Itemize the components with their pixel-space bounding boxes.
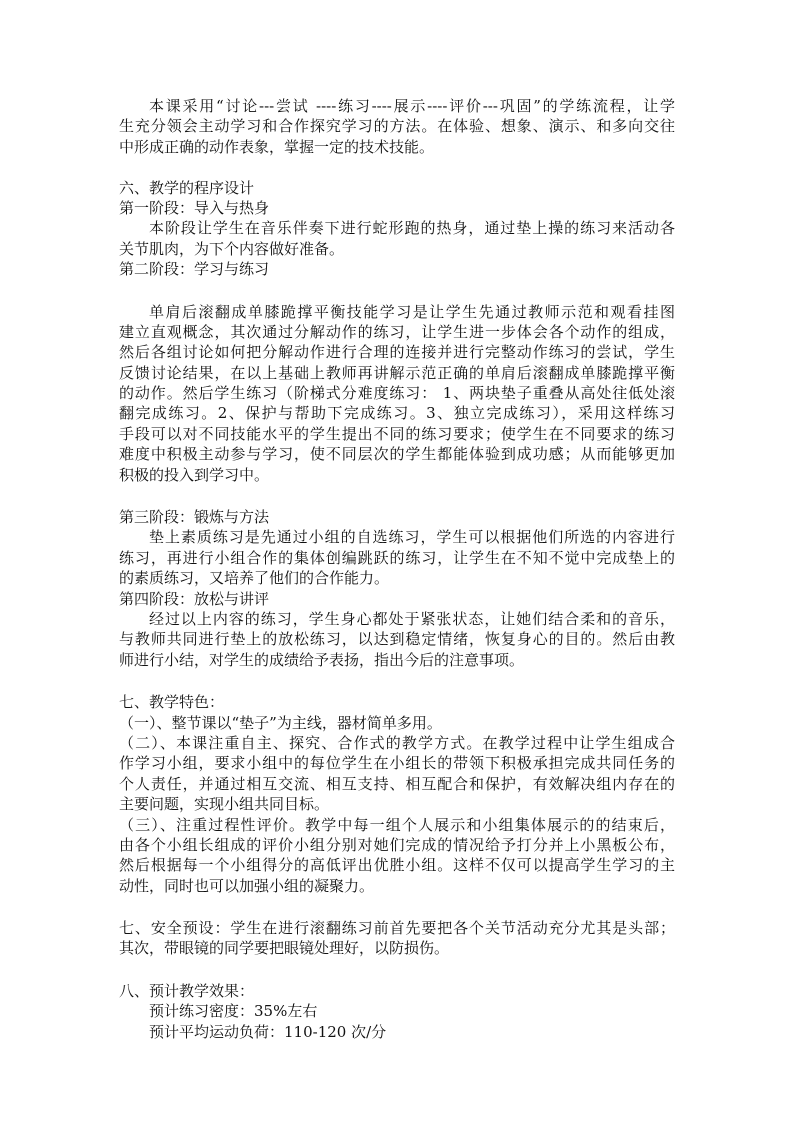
- text-line: 其次，带眼镜的同学要把眼镜处理好，以防损伤。: [119, 939, 450, 958]
- text-line: 本阶段让学生在音乐伴奏下进行蛇形跑的热身，通过垫上操的练习来活动各: [149, 219, 675, 238]
- text-line: 第二阶段：学习与练习: [119, 260, 270, 279]
- text-line: 预计练习密度：35%左右: [149, 1002, 318, 1021]
- document-page: [119, 96, 675, 1042]
- paragraph-gap: [119, 280, 675, 302]
- text-line: 关节肌肉，为下个内容做好准备。: [119, 239, 345, 258]
- text-line: （二）、本课注重自主、探究、合作式的教学方式。在教学过程中让学生组成合: [119, 733, 675, 752]
- text-line: 作学习小组，要求小组中的每位学生在小组长的带领下积极承担完成共同任务的: [119, 754, 675, 773]
- paragraph-gap: [119, 959, 675, 981]
- text-line: 的动作。然后学生练习（阶梯式分难度练习： 1、两块垫子重叠从高处往低处滚: [119, 384, 675, 403]
- text-line: 七、教学特色：: [119, 693, 225, 712]
- text-line: （一）、整节课以“垫子”为主线，器材简单多用。: [119, 713, 442, 732]
- paragraph-gap: [119, 896, 675, 918]
- text-line: 手段可以对不同技能水平的学生提出不同的练习要求；使学生在不同要求的练习: [119, 424, 675, 443]
- text-line: 生充分领会主动学习和合作探究学习的方法。在体验、想象、演示、和多向交往: [119, 117, 675, 136]
- text-line: 动性，同时也可以加强小组的凝聚力。: [119, 876, 375, 895]
- text-line: 与教师共同进行垫上的放松练习，以达到稳定情绪，恢复身心的目的。然后由教: [119, 630, 675, 649]
- text-line: 个人责任，并通过相互交流、相互支持、相互配合和保护，有效解决组内存在的: [119, 774, 675, 793]
- text-line: 经过以上内容的练习，学生身心都处于紧张状态，让她们结合柔和的音乐，: [149, 609, 675, 628]
- text-line: 翻完成练习。2、保护与帮助下完成练习。3、独立完成练习），采用这样练习: [119, 404, 675, 423]
- text-line: 六、教学的程序设计: [119, 178, 255, 197]
- text-line: 建立直观概念，其次通过分解动作的练习，让学生进一步体会各个动作的组成，: [119, 322, 675, 341]
- text-line: 单肩后滚翻成单膝跪撑平衡技能学习是让学生先通过教师示范和观看挂图: [149, 302, 675, 321]
- text-line: 预计平均运动负荷：110-120 次/分: [149, 1022, 387, 1041]
- text-line: 八、预计教学效果：: [119, 981, 255, 1000]
- text-line: 本课采用“讨论---尝试 ----练习----展示----评价---巩固”的学练流程，让学: [149, 97, 675, 115]
- paragraph-gap: [119, 670, 675, 692]
- text-line: 积极的投入到学习中。: [119, 465, 270, 484]
- text-line: 第一阶段：导入与热身: [119, 198, 270, 217]
- text-line: 七、安全预设：学生在进行滚翻练习前首先要把各个关节活动充分尤其是头部；: [119, 919, 675, 938]
- text-line: 然后根据每一个小组得分的高低评出优胜小组。这样不仅可以提高学生学习的主: [119, 856, 675, 875]
- text-line: 中形成正确的动作表象，掌握一定的技术技能。: [119, 137, 435, 156]
- text-line: 垫上素质练习是先通过小组的自选练习，学生可以根据他们所选的内容进行: [149, 528, 675, 547]
- text-line: 师进行小结，对学生的成绩给予表扬，指出今后的注意事项。: [119, 650, 525, 669]
- text-line: 的素质练习，又培养了他们的合作能力。: [119, 569, 390, 588]
- text-line: 主要问题，实现小组共同目标。: [119, 795, 330, 814]
- paragraph-gap: [119, 485, 675, 507]
- text-line: 第三阶段：锻炼与方法: [119, 508, 270, 527]
- text-line: 练习，再进行小组合作的集体创编跳跃的练习，让学生在不知不觉中完成垫上的: [119, 548, 675, 567]
- text-line: （三）、注重过程性评价。教学中每一组个人展示和小组集体展示的的结束后，: [119, 815, 675, 834]
- text-line: 难度中积极主动参与学习，使不同层次的学生都能体验到成功感；从而能够更加: [119, 445, 675, 464]
- text-line: 由各个小组长组成的评价小组分别对她们完成的情况给予打分并上小黑板公布，: [119, 835, 675, 854]
- text-line: 反馈讨论结果，在以上基础上教师再讲解示范正确的单肩后滚翻成单膝跪撑平衡: [119, 363, 675, 382]
- paragraph-gap: [119, 157, 675, 177]
- text-line: 第四阶段：放松与讲评: [119, 589, 270, 608]
- text-line: 然后各组讨论如何把分解动作进行合理的连接并进行完整动作练习的尝试，学生: [119, 343, 675, 362]
